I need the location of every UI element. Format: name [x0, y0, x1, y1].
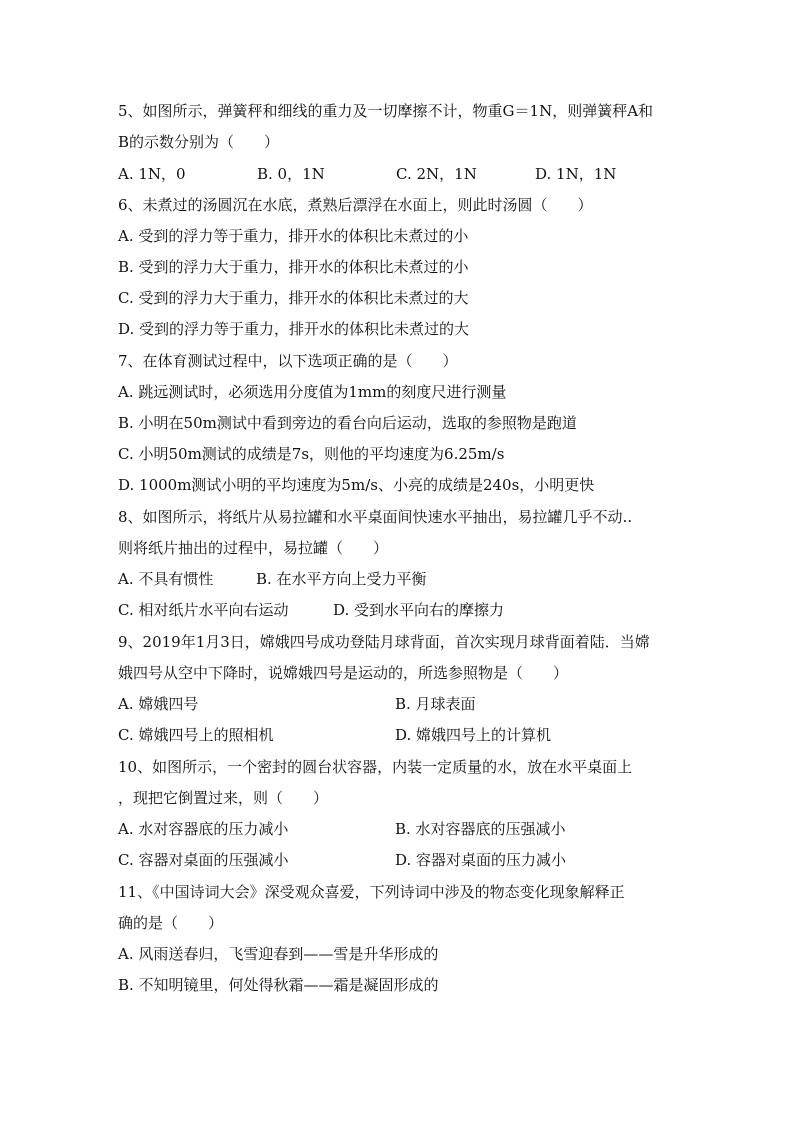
- option-a: A. 风雨送春归，飞雪迎春到——雪是升华形成的: [118, 945, 439, 963]
- option-b: B. 不知明镜里，何处得秋霜——霜是凝固形成的: [118, 976, 439, 994]
- option-b: B. 小明在50m测试中看到旁边的看台向后运动，选取的参照物是跑道: [118, 414, 577, 432]
- option-d: D. 受到水平向右的摩擦力: [333, 601, 505, 619]
- option-c: C. 2N，1N: [396, 165, 477, 183]
- option-b: B. 0，1N: [257, 165, 325, 183]
- option-b: B. 水对容器底的压强减小: [395, 820, 566, 838]
- question-stem: 5、如图所示，弹簧秤和细线的重力及一切摩擦不计，物重G＝1N，则弹簧秤A和: [118, 102, 654, 120]
- question-stem: ，现把它倒置过来，则（ ）: [118, 789, 329, 807]
- option-c: C. 小明50m测试的成绩是7s，则他的平均速度为6.25m/s: [118, 445, 505, 463]
- question-stem: 6、未煮过的汤圆沉在水底，煮熟后漂浮在水面上，则此时汤圆（ ）: [118, 196, 593, 214]
- question-stem: B的示数分别为（ ）: [118, 133, 280, 151]
- option-b: B. 在水平方向上受力平衡: [256, 570, 427, 588]
- option-d: D. 受到的浮力等于重力，排开水的体积比未煮过的大: [118, 320, 470, 338]
- question-stem: 8、如图所示，将纸片从易拉罐和水平桌面间快速水平抽出，易拉罐几乎不动..: [118, 508, 633, 526]
- question-stem: 9、2019年1月3日，嫦娥四号成功登陆月球背面，首次实现月球背面着陆．当嫦: [118, 633, 650, 651]
- option-b: B. 受到的浮力大于重力，排开水的体积比未煮过的小: [118, 258, 469, 276]
- option-c: C. 容器对桌面的压强减小: [118, 851, 289, 869]
- question-stem: 10、如图所示，一个密封的圆台状容器，内装一定质量的水，放在水平桌面上: [118, 758, 633, 776]
- option-a: A. 嫦娥四号: [118, 695, 199, 713]
- option-d: D. 1N，1N: [535, 165, 617, 183]
- option-d: D. 嫦娥四号上的计算机: [395, 726, 552, 744]
- option-b: B. 月球表面: [395, 695, 476, 713]
- question-stem: 则将纸片抽出的过程中，易拉罐（ ）: [118, 539, 389, 557]
- question-stem: 确的是（ ）: [118, 914, 224, 932]
- question-stem: 7、在体育测试过程中，以下选项正确的是（ ）: [118, 352, 458, 370]
- option-a: A. 水对容器底的压力减小: [118, 820, 289, 838]
- option-a: A. 受到的浮力等于重力，排开水的体积比未煮过的小: [118, 227, 469, 245]
- option-d: D. 容器对桌面的压力减小: [395, 851, 567, 869]
- question-stem: 11、《中国诗词大会》深受观众喜爱，下列诗词中涉及的物态变化现象解释正: [118, 883, 625, 901]
- option-c: C. 相对纸片水平向右运动: [118, 601, 289, 619]
- option-c: C. 受到的浮力大于重力，排开水的体积比未煮过的大: [118, 289, 469, 307]
- option-c: C. 嫦娥四号上的照相机: [118, 726, 274, 744]
- option-a: A. 跳远测试时，必须选用分度值为1mm的刻度尺进行测量: [118, 383, 507, 401]
- option-a: A. 1N，0: [118, 165, 186, 183]
- question-stem: 娥四号从空中下降时，说嫦娥四号是运动的，所选参照物是（ ）: [118, 664, 569, 682]
- option-a: A. 不具有惯性: [118, 570, 214, 588]
- option-d: D. 1000m测试小明的平均速度为5m/s、小亮的成绩是240s，小明更快: [118, 476, 595, 494]
